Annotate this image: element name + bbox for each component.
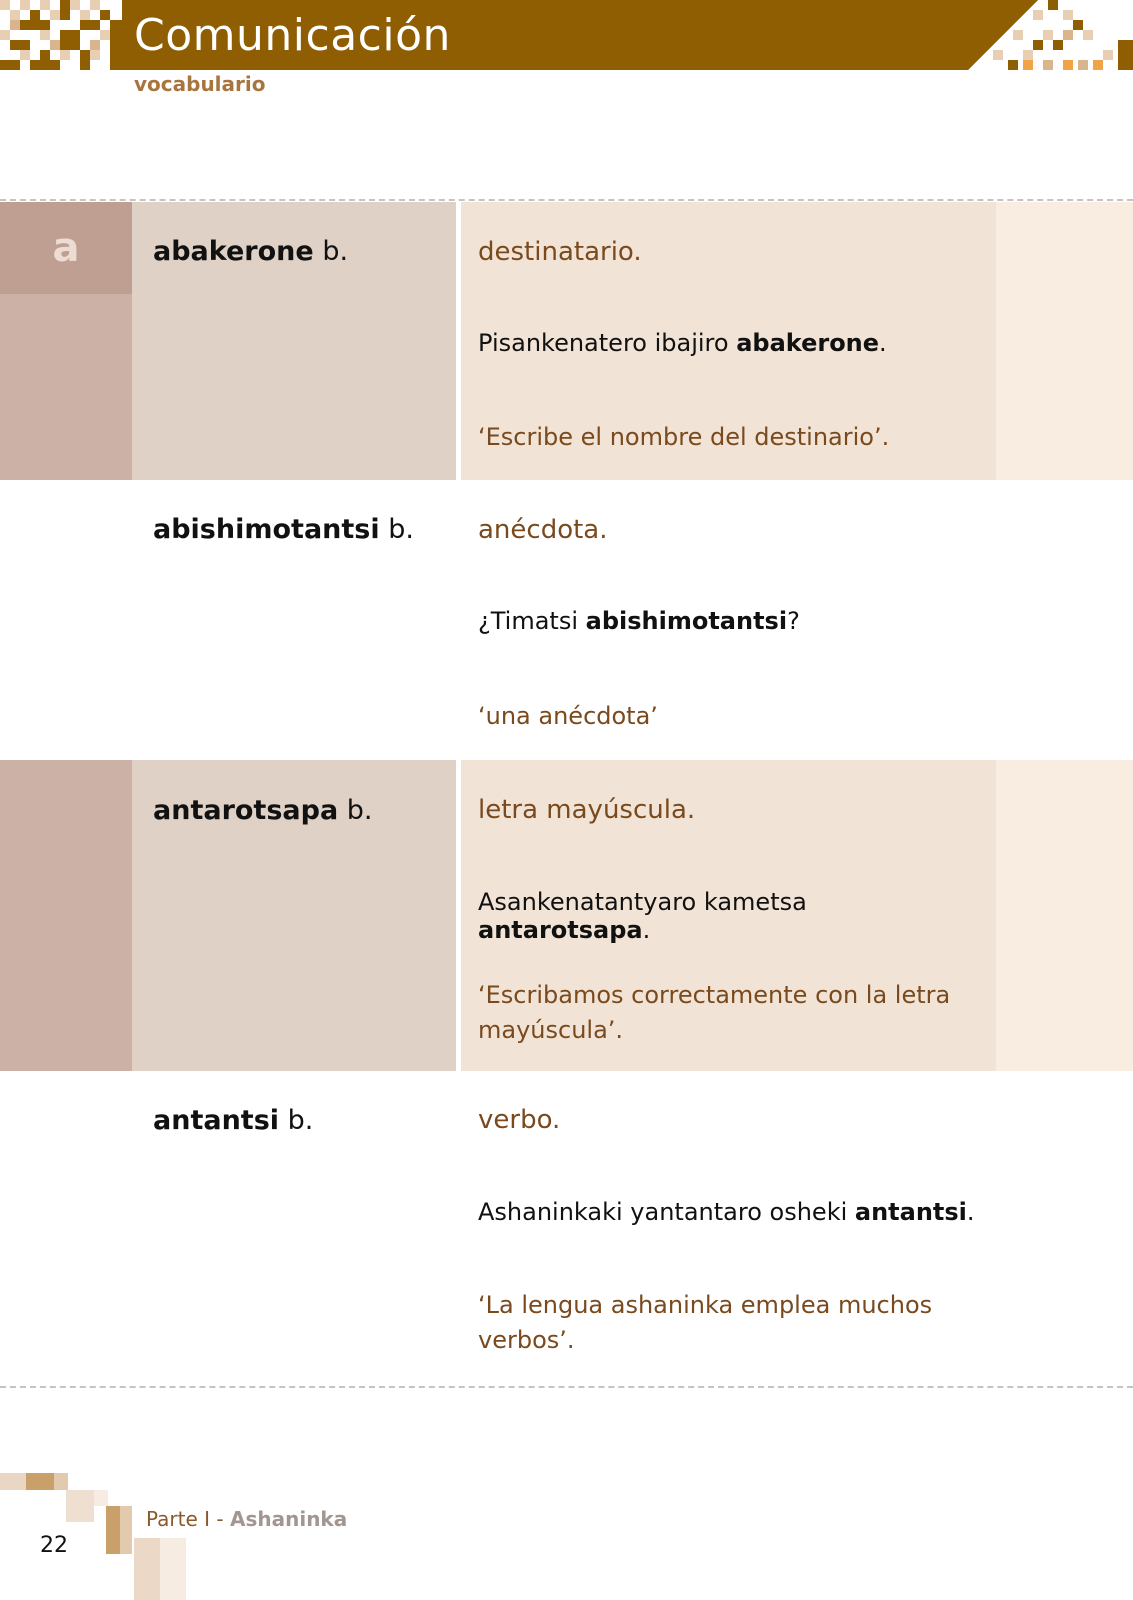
example-punct: . xyxy=(642,916,651,944)
headword-term: antarotsapa xyxy=(153,795,339,826)
example-keyword: antantsi xyxy=(854,1198,967,1226)
gloss: verbo. xyxy=(478,1105,561,1135)
footer-pattern-square xyxy=(66,1490,94,1522)
example-sentence xyxy=(478,607,983,635)
woven-pattern-right xyxy=(968,0,1133,70)
margin-column xyxy=(996,760,1133,1071)
footer-pattern-square xyxy=(26,1473,54,1490)
woven-pattern-left xyxy=(0,0,122,70)
headword xyxy=(153,514,414,545)
translation: ‘una anécdota’ xyxy=(478,702,658,730)
example-keyword: abishimotantsi xyxy=(585,607,788,635)
example-text: Asankenatantyaro kametsa xyxy=(478,888,807,916)
footer-pattern-square xyxy=(160,1538,186,1600)
part-of-speech: b. xyxy=(388,514,414,545)
example-sentence xyxy=(478,888,983,944)
example-punct: . xyxy=(879,329,887,357)
footer-pattern-square xyxy=(54,1473,68,1490)
top-divider xyxy=(0,199,1133,201)
page-number: 22 xyxy=(40,1533,68,1558)
gloss: anécdota. xyxy=(478,515,608,545)
footer-part-label xyxy=(146,1507,347,1531)
headword xyxy=(153,236,348,267)
translation: ‘Escribe el nombre del destinario’. xyxy=(478,423,890,451)
translation: ‘La lengua ashaninka emplea muchos verbos’. xyxy=(478,1291,933,1354)
page-subtitle: vocabulario xyxy=(134,72,266,96)
headword-term: antantsi xyxy=(153,1105,280,1136)
part-name: Ashaninka xyxy=(229,1507,348,1531)
footer-pattern-square xyxy=(120,1506,132,1554)
part-of-speech: b. xyxy=(322,236,349,267)
headword xyxy=(153,795,373,826)
bottom-divider xyxy=(0,1386,1133,1388)
footer-pattern-square xyxy=(106,1506,120,1554)
gloss: destinatario. xyxy=(478,237,642,267)
footer-pattern-square xyxy=(0,1473,26,1490)
example-text: Ashaninkaki yantantaro osheki xyxy=(478,1198,855,1226)
headword-term: abakerone xyxy=(153,236,314,267)
page-title: Comunicación xyxy=(134,10,451,61)
example-sentence xyxy=(478,329,983,357)
example-keyword: abakerone xyxy=(736,329,880,357)
example-punct: ? xyxy=(787,607,800,635)
margin-column xyxy=(996,202,1133,480)
example-sentence xyxy=(478,1198,983,1226)
letter-column xyxy=(0,760,132,1071)
footer-pattern-square xyxy=(134,1538,160,1600)
part-of-speech: b. xyxy=(346,795,373,826)
example-text: Pisankenatero ibajiro xyxy=(478,329,737,357)
translation: ‘Escribamos correctamente con la letra mayúscula’. xyxy=(478,981,951,1044)
section-letter: a xyxy=(0,202,132,294)
part-of-speech: b. xyxy=(287,1105,314,1136)
part-label: Parte I - xyxy=(146,1507,230,1531)
footer-pattern-square xyxy=(94,1490,108,1506)
headword-term: abishimotantsi xyxy=(153,514,380,545)
example-text: ¿Timatsi xyxy=(478,607,586,635)
gloss: letra mayúscula. xyxy=(478,795,696,825)
example-punct: . xyxy=(966,1198,975,1226)
headword xyxy=(153,1105,313,1136)
example-keyword: antarotsapa xyxy=(478,916,643,944)
